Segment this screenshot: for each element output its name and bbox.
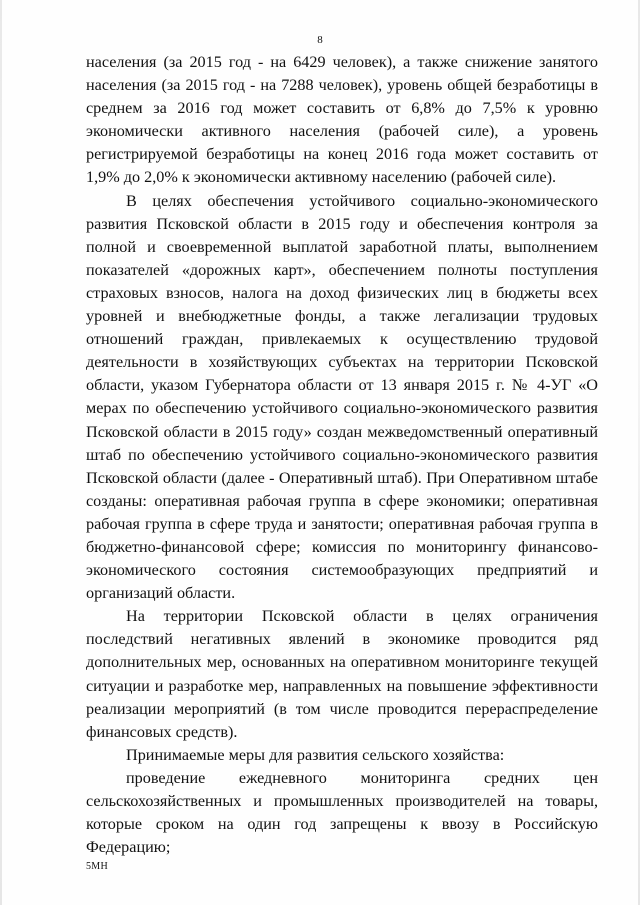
page-number: 8: [317, 34, 323, 46]
document-body: [86, 51, 598, 859]
paragraph-agriculture-heading: Принимаемые меры для развития сельского хозяйства:: [126, 745, 505, 764]
paragraph-price-monitoring: проведение ежедневного мониторинга средних цен сельскохозяйственных и промышленных производителей на товары, которые сроком на один год запрещены к ввозу в Российскую Федерацию;: [86, 768, 598, 857]
paragraph-unemployment-forecast: населения (за 2015 год - на 6429 человек), а также снижение занятого населения (за 2015 год - на 7288 человек), уровень общей безработицы в среднем за 2016 год может составить от 6,8% до 7,5% к уровню экономически активного населения (рабочей силе), а уровень регистрируемой безработицы на конец 2016 года может составить от 1,9% до 2,0% к экономически активному населению (рабочей силе).: [86, 53, 598, 187]
paragraph-operational-headquarters: В целях обеспечения устойчивого социально-экономического развития Псковской области в 2015 году и обеспечения контроля за полной и своевременной выплатой заработной платы, выполнением показателей «дорожных карт», обеспечением полноты поступления страховых взносов, налога на доход физических лиц в бюджеты всех уровней и внебюджетные фонды, а также легализации трудовых отношений граждан, привлекаемых к осуществлению трудовой деятельности в хозяйствующих субъектах на территории Псковской области, указом Губернатора области от 13 января 2015 г. № 4-УГ «О мерах по обеспечению устойчивого социально-экономического развития Псковской области в 2015 году» создан межведомственный оперативный штаб по обеспечению устойчивого социально-экономического развития Псковской области (далее - Оперативный штаб). При Оперативном штабе созданы: оперативная рабочая группа в сфере экономики; оперативная рабочая группа в сфере труда и занятости; оперативная рабочая группа в бюджетно-финансовой сфере; комиссия по мониторингу финансово-экономического состояния системообразующих предприятий и организаций области.: [86, 191, 598, 603]
footer-mark: 5МН: [86, 861, 109, 872]
scan-edge-left: [0, 0, 2, 905]
paragraph-additional-measures: На территории Псковской области в целях ограничения последствий негативных явлений в экономике проводится ряд дополнительных мер, основанных на оперативном мониторинге текущей ситуации и разработке мер, направленных на повышение эффективности реализации мероприятий (в том числе проводится перераспределение финансовых средств).: [86, 607, 598, 741]
